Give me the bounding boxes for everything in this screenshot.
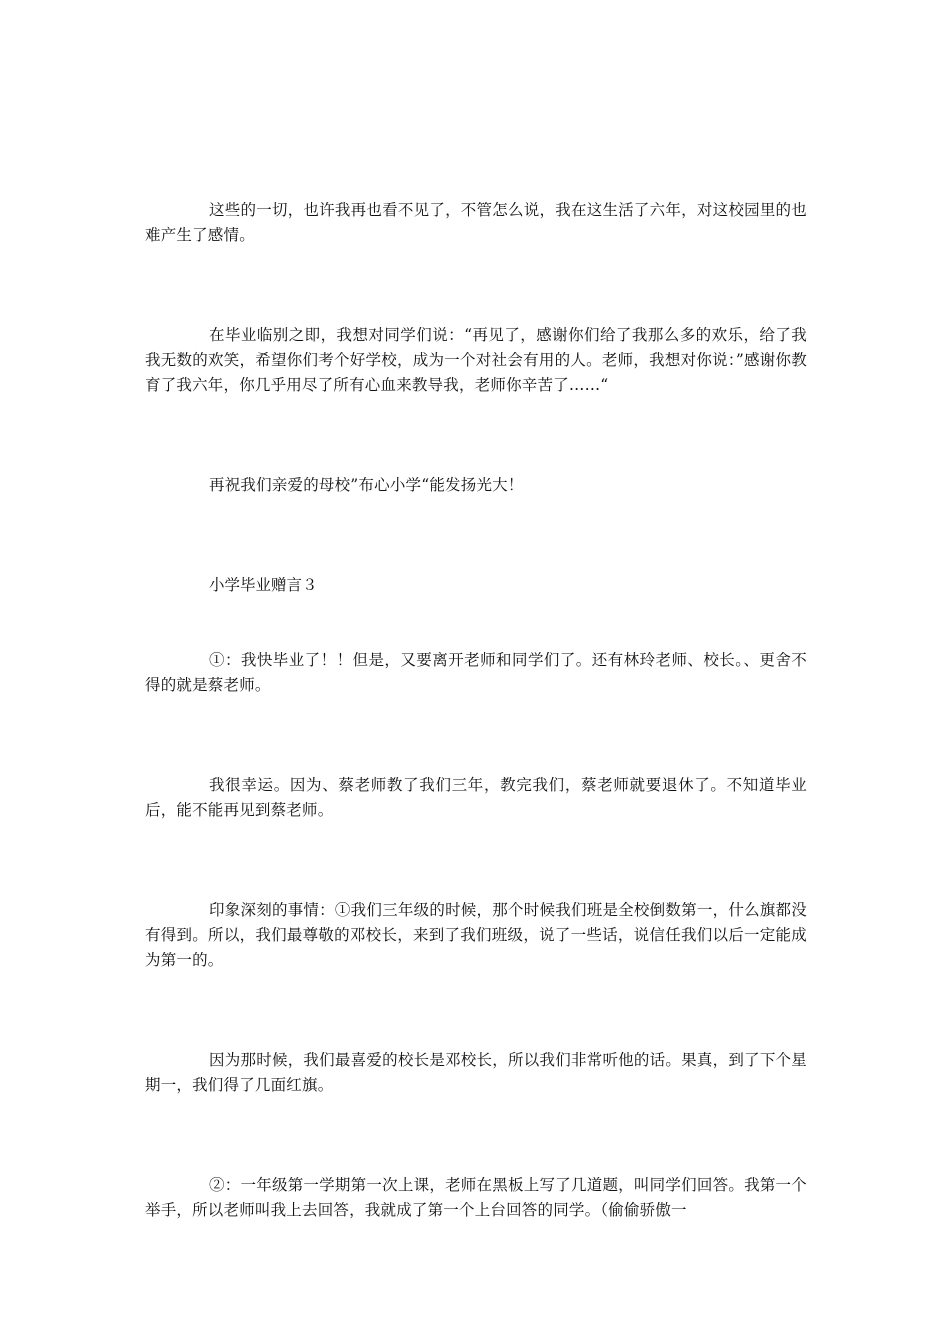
paragraph-school-wish: 再祝我们亲爱的母校”布心小学“能发扬光大！: [209, 476, 524, 494]
paragraph-memorable-event: 印象深刻的事情：①我们三年级的时候，那个时候我们班是全校倒数第一，什么旗都没有得到。所以，我们最尊敬的邓校长，来到了我们班级，说了一些话，说信任我们以后一定能成为第一的。: [145, 901, 807, 969]
paragraph-campus-feelings: 这些的一切，也许我再也看不见了，不管怎么说，我在这生活了六年，对这校园里的也难产生了感情。: [145, 201, 807, 244]
paragraph-graduating-soon: ①：我快毕业了！！但是，又要离开老师和同学们了。还有林玲老师、校长。、更舍不得的就是蔡老师。: [145, 651, 807, 694]
paragraph-first-class: ②：一年级第一学期第一次上课，老师在黑板上写了几道题，叫同学们回答。我第一个举手，所以老师叫我上去回答，我就成了第一个上台回答的同学。（偷偷骄傲一: [145, 1176, 807, 1219]
paragraph-red-flags: 因为那时候，我们最喜爱的校长是邓校长，所以我们非常听他的话。果真，到了下个星期一，我们得了几面红旗。: [145, 1051, 807, 1094]
paragraph-lucky: 我很幸运。因为、蔡老师教了我们三年，教完我们，蔡老师就要退休了。不知道毕业后，能不能再见到蔡老师。: [145, 776, 807, 819]
paragraph-farewell-message: 在毕业临别之即，我想对同学们说：“再见了，感谢你们给了我那么多的欢乐，给了我我无数的欢笑，希望你们考个好学校，成为一个对社会有用的人。老师，我想对你说：”感谢你教育了我六年，你几乎用尽了所有心血来教导我，老师你辛苦了……“: [145, 326, 807, 394]
section-heading: 小学毕业赠言３: [209, 576, 318, 594]
